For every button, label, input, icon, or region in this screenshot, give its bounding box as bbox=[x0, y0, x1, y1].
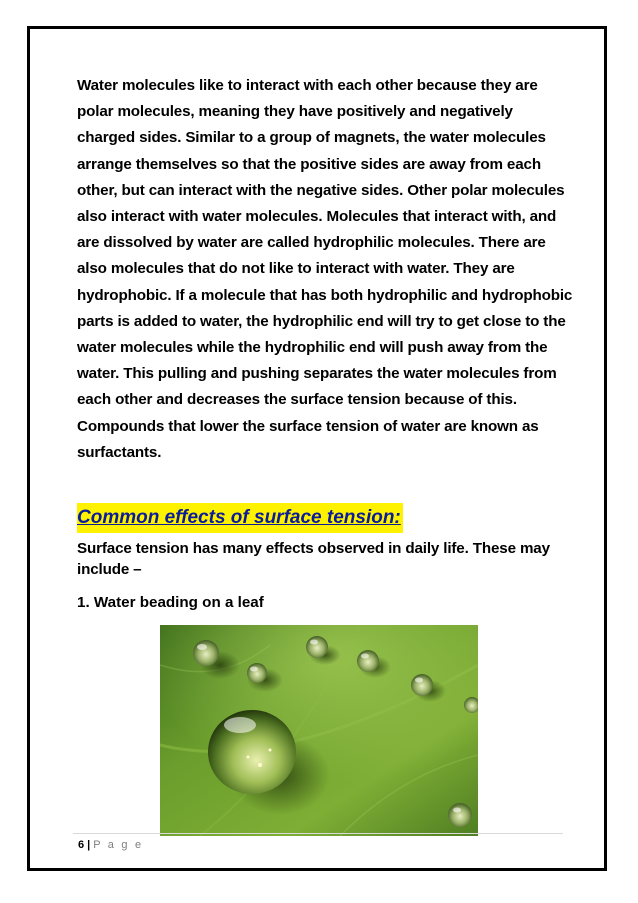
footer-divider bbox=[73, 833, 563, 834]
list-item-water-beading: 1. Water beading on a leaf bbox=[77, 594, 264, 611]
section-heading: Common effects of surface tension: bbox=[77, 503, 403, 533]
page-label: P a g e bbox=[93, 839, 144, 851]
leaf-water-drops-image bbox=[160, 625, 478, 836]
body-paragraph: Water molecules like to interact with each other because they are polar molecules, meaning they have positively and negatively charged sides. Similar to a group of magnets, the water molecules arrange themselves so that the positive sides are away from each other, but can interact with the negative sides. Other polar molecules also interact with water molecules. Molecules that interact with, and are dissolved by water are called hydrophilic molecules. There are also molecules that do not like to interact with water. They are hydrophobic. If a molecule that has both hydrophilic and hydrophobic parts is added to water, the hydrophilic end will try to get close to the water molecules while the hydrophilic end will push away from the water. This pulling and pushing separates the water molecules from each other and decreases the surface tension because of this. Compounds that lower the surface tension of water are known as surfactants. bbox=[77, 77, 573, 461]
page-footer bbox=[78, 838, 143, 852]
page-number: 6 bbox=[78, 839, 85, 851]
section-intro: Surface tension has many effects observed in daily life. These may include – bbox=[77, 540, 550, 578]
footer-separator: | bbox=[87, 839, 91, 851]
